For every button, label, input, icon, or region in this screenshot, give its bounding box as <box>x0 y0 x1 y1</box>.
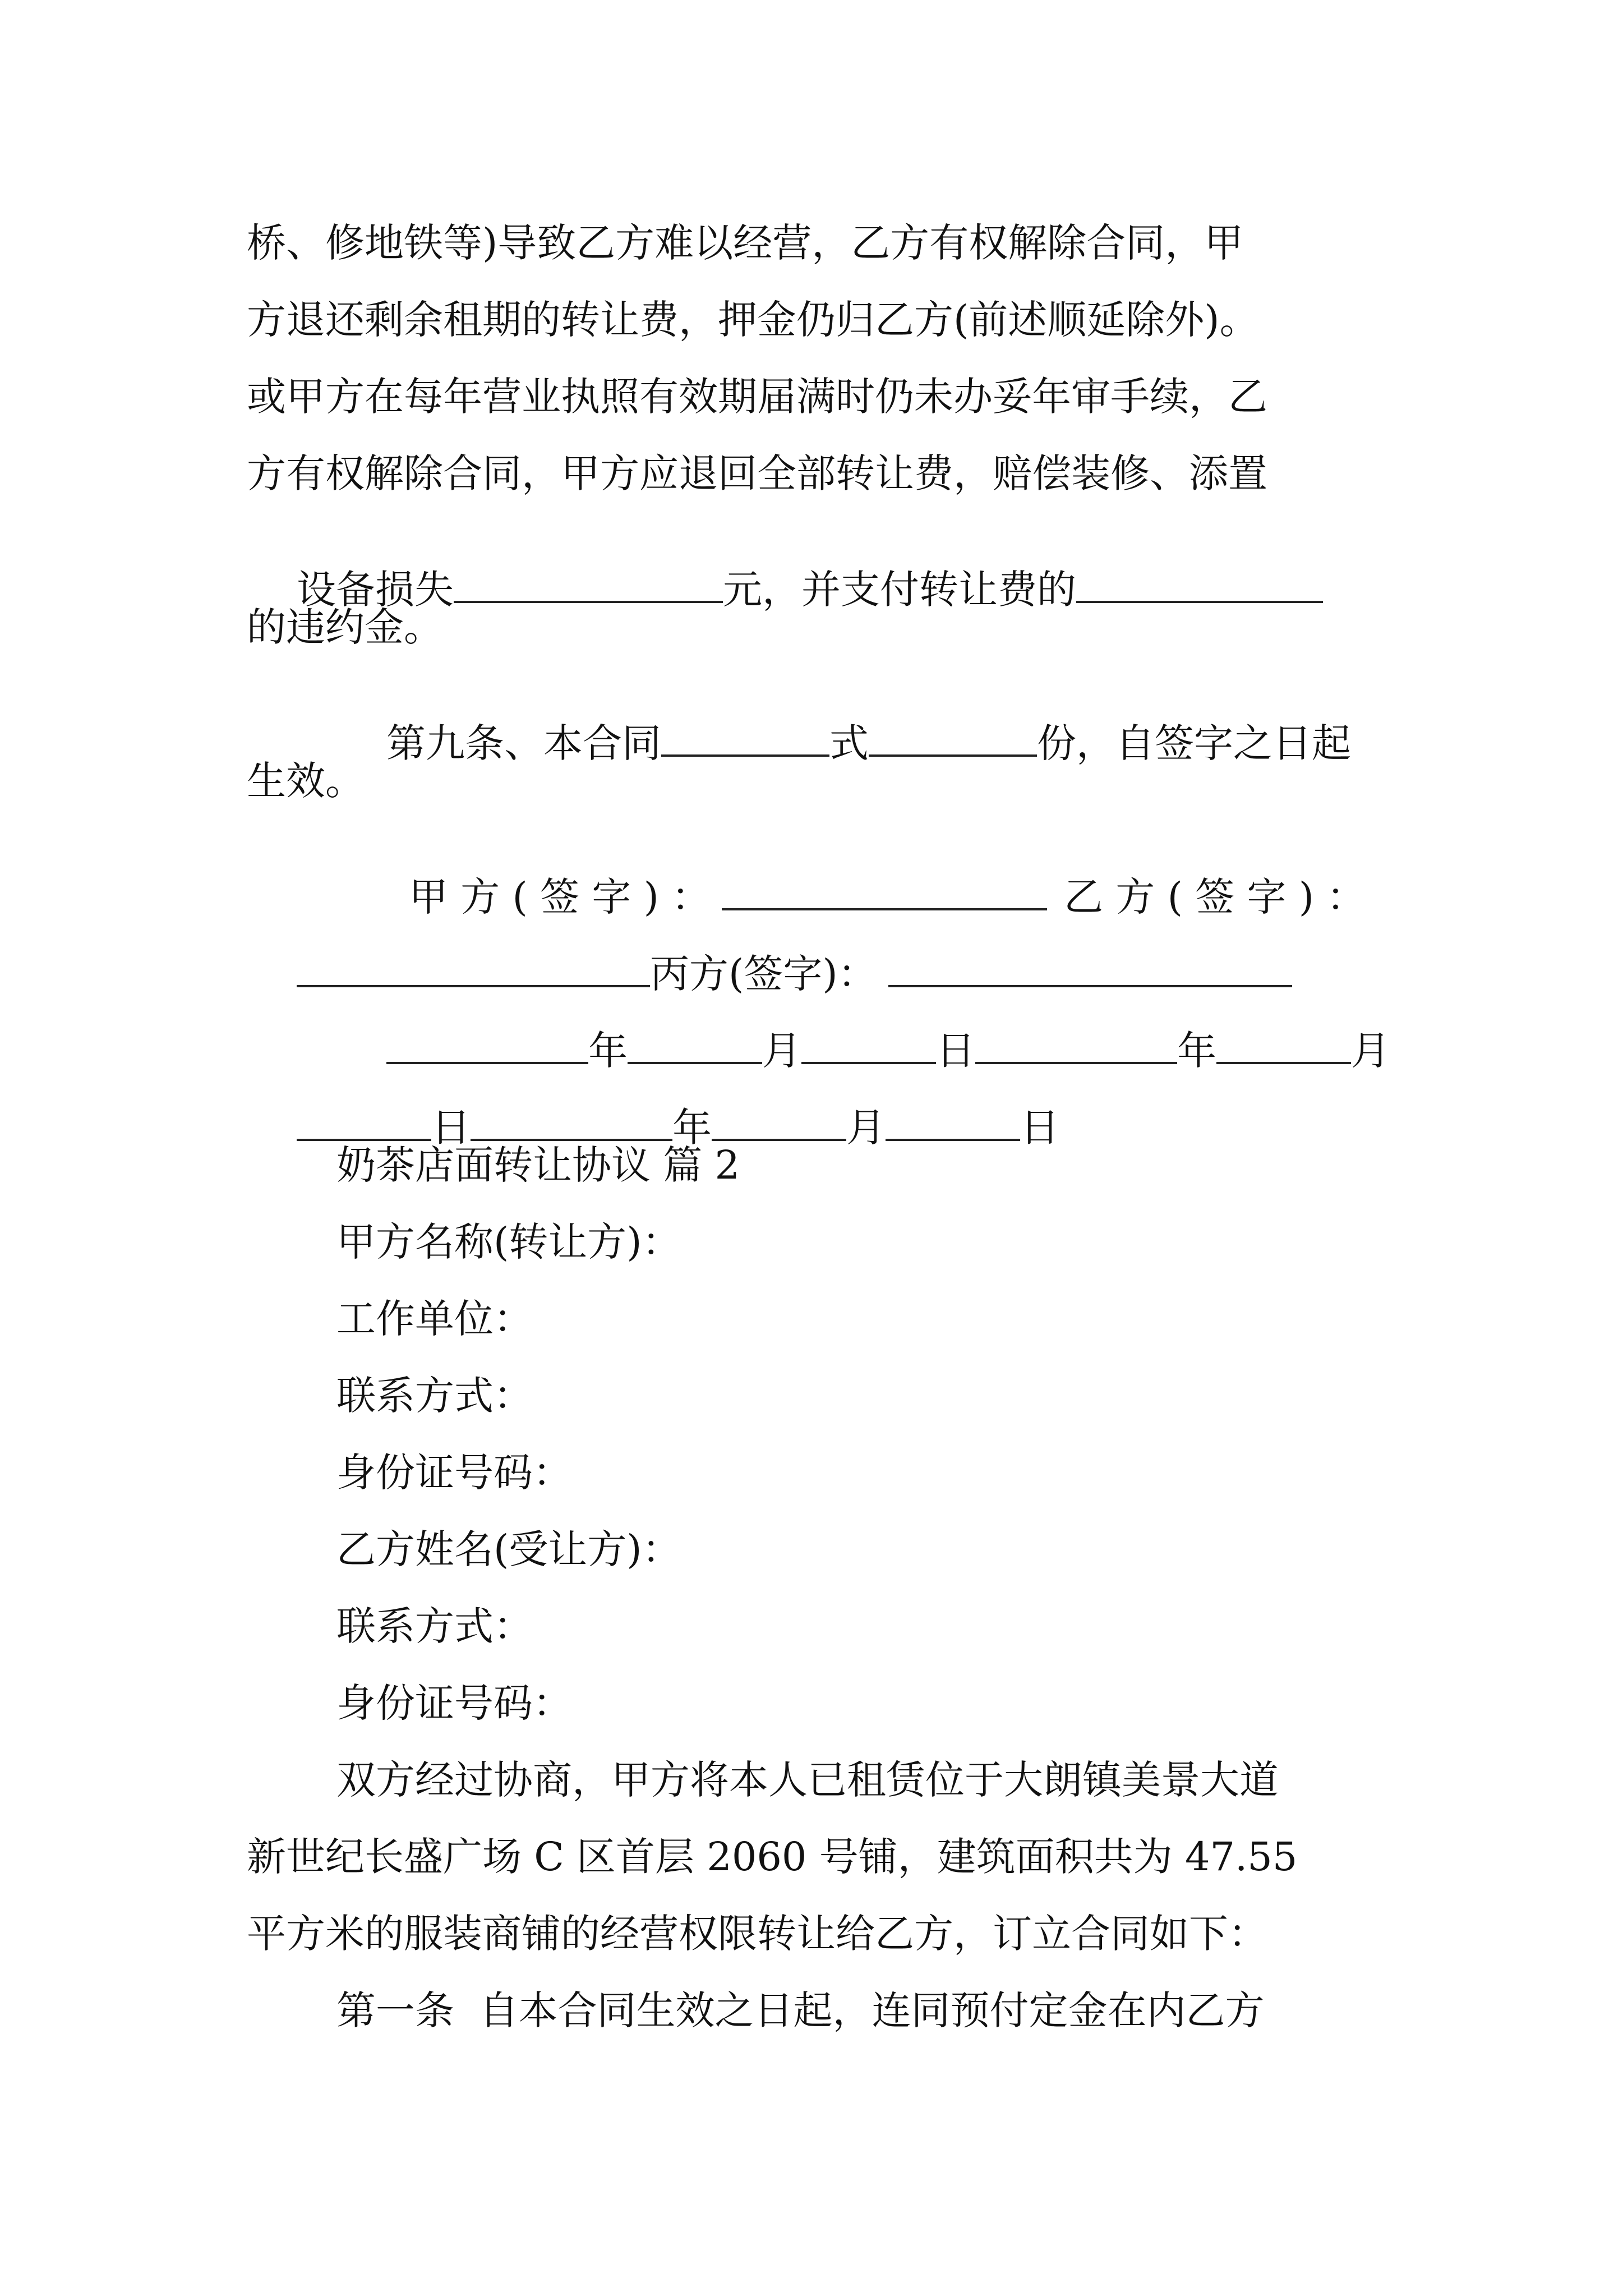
field-label: 身份证号码： <box>336 1450 572 1496</box>
body-line: 方退还剩余租期的转让费，押金仍归乙方(前述顺延除外)。 <box>247 297 1259 343</box>
field-label: 乙方姓名(受让方)： <box>336 1526 681 1572</box>
body-line: 桥、修地铁等)导致乙方难以经营，乙方有权解除合同，甲 <box>247 220 1244 266</box>
text: 第九条、本合同 <box>386 720 662 766</box>
month-label: 月 <box>762 1028 802 1074</box>
text: 式 <box>829 720 869 766</box>
body-line: 或甲方在每年营业执照有效期届满时仍未办妥年审手续，乙 <box>247 374 1267 420</box>
party-a-label: 甲 方 ( 签 字 ) ： <box>409 874 711 920</box>
field-label: 联系方式： <box>336 1373 533 1419</box>
party-b-signature-line <box>297 981 650 987</box>
blank-line <box>1076 596 1323 603</box>
clause-nine <box>336 684 1351 802</box>
year-label: 年 <box>672 1105 712 1151</box>
field-label: 甲方名称(转让方)： <box>336 1219 681 1265</box>
body-line: 新世纪长盛广场 C 区首层 2060 号铺，建筑面积共为 47.55 <box>247 1834 1298 1880</box>
party-c-signature-line <box>888 981 1292 987</box>
year-label: 年 <box>588 1028 628 1074</box>
field-label: 工作单位： <box>336 1296 533 1342</box>
day-label: 日 <box>936 1028 976 1074</box>
field-label: 身份证号码： <box>336 1680 572 1726</box>
party-a-signature-line <box>722 904 1047 910</box>
blank-line <box>297 1134 431 1141</box>
text: 元，并支付转让费的 <box>723 567 1077 613</box>
blank-line <box>661 750 829 757</box>
section-title: 奶茶店面转让协议 篇 2 <box>336 1142 740 1188</box>
body-line: 方有权解除合同，甲方应退回全部转让费，赔偿装修、添置 <box>247 450 1267 496</box>
text: 份，自签字之日起 <box>1037 720 1352 766</box>
body-line: 生效。 <box>247 758 365 804</box>
blank-line <box>712 1134 846 1141</box>
day-label: 日 <box>1020 1105 1060 1151</box>
blank-line <box>975 1057 1177 1064</box>
blank-line <box>386 1057 588 1064</box>
body-line: 的违约金。 <box>247 604 443 650</box>
body-line: 双方经过协商，甲方将本人已租赁位于大朗镇美景大道 <box>336 1757 1279 1803</box>
blank-line <box>628 1057 762 1064</box>
blank-line <box>454 596 723 603</box>
party-b-label: 乙 方 ( 签 字 ) ： <box>1064 874 1366 920</box>
blank-line <box>869 750 1037 757</box>
body-line: 平方米的服装商铺的经营权限转让给乙方，订立合同如下： <box>247 1911 1267 1957</box>
year-label: 年 <box>1177 1028 1217 1074</box>
blank-line <box>471 1134 672 1141</box>
body-line: 第一条 自本合同生效之日起，连同预付定金在内乙方 <box>336 1987 1265 2033</box>
day-label: 日 <box>431 1105 471 1151</box>
month-label: 月 <box>1351 1028 1391 1074</box>
party-c-label: 丙方(签字)： <box>650 951 877 997</box>
blank-line <box>1216 1057 1351 1064</box>
month-label: 月 <box>846 1105 886 1151</box>
blank-line <box>801 1057 936 1064</box>
text: 设备损失 <box>297 567 454 613</box>
blank-line <box>886 1134 1020 1141</box>
field-label: 联系方式： <box>336 1603 533 1649</box>
